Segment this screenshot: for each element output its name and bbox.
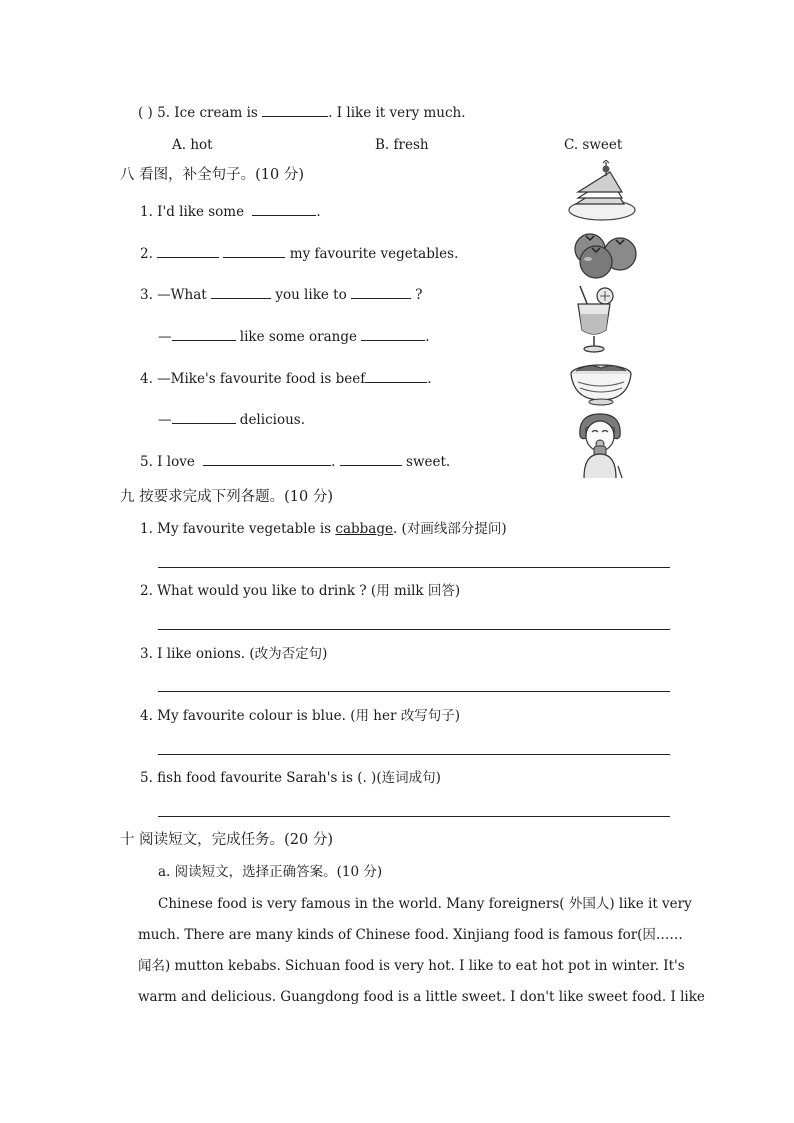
sec8-item-3-reply-blank-2[interactable] (361, 328, 425, 341)
sec8-item-3-text: 3. —What (140, 287, 207, 303)
sec8-item-2-blank-1[interactable] (157, 245, 219, 258)
tomatoes-image (570, 229, 640, 279)
sec9-item-1-instruction: . (对画线部分提问) (392, 521, 507, 537)
sec8-item-3-blank-2[interactable] (351, 286, 411, 299)
sec9-item-1 (140, 520, 507, 538)
underlined-word: cabbage (335, 521, 393, 537)
dash: — (158, 412, 172, 428)
answer-line-2[interactable] (158, 629, 670, 630)
sec8-item-4-reply (158, 411, 305, 429)
period: . (425, 329, 430, 345)
period: . (331, 454, 336, 470)
sec8-item-5 (140, 453, 450, 471)
q5-option-b[interactable]: B. fresh (375, 137, 429, 153)
section-10-title: 十 阅读短文，完成任务。(20 分) (120, 832, 333, 848)
sec8-item-3-reply (158, 328, 430, 346)
sec10-subtitle: a. 阅读短文，选择正确答案。(10 分) (158, 864, 383, 880)
sec9-item-1-text: 1. My favourite vegetable is (140, 521, 332, 537)
q5-blank[interactable] (262, 104, 328, 117)
sec8-item-2 (140, 245, 458, 263)
sec8-item-5-blank-2[interactable] (340, 453, 402, 466)
sandwich-image (566, 160, 638, 224)
sec8-item-5-blank-1[interactable] (203, 453, 331, 466)
passage-line-2: much. There are many kinds of Chinese food. Xinjiang food is famous for(因…… (138, 927, 683, 943)
sec9-item-3: 3. I like onions. (改为否定句) (140, 646, 328, 662)
period: . (427, 371, 432, 387)
passage-line-4: warm and delicious. Guangdong food is a little sweet. I don't like sweet food. I like (138, 989, 705, 1005)
q5-option-c[interactable]: C. sweet (564, 137, 623, 153)
sec8-item-1-post: . (316, 204, 321, 220)
dash: — (158, 329, 172, 345)
q5-text-pre: 5. Ice cream is (157, 105, 258, 121)
sec8-item-3-blank-1[interactable] (211, 286, 271, 299)
sec8-item-2-blank-2[interactable] (223, 245, 285, 258)
sec8-item-1 (140, 203, 321, 221)
sec8-item-4-reply-blank[interactable] (172, 411, 236, 424)
passage-line-3: 闻名) mutton kebabs. Sichuan food is very hot. I like to eat hot pot in winter. It's (138, 958, 685, 974)
sec8-item-3-reply-text: like some orange (239, 329, 357, 345)
sec8-item-3-reply-blank-1[interactable] (172, 328, 236, 341)
q5-text-post: . I like it very much. (328, 105, 466, 121)
sec8-item-5-text: 5. I love (140, 454, 195, 470)
section-8-title: 八 看图，补全句子。(10 分) (120, 167, 304, 183)
answer-line-5[interactable] (158, 816, 670, 817)
sec8-item-4-text: 4. —Mike's favourite food is beef (140, 371, 366, 387)
juice-glass-image (570, 284, 620, 354)
answer-line-4[interactable] (158, 754, 670, 755)
sec9-item-2: 2. What would you like to drink ? (用 milk 回答) (140, 583, 461, 599)
sec8-item-2-num: 2. (140, 246, 153, 262)
q5-option-a[interactable]: A. hot (172, 137, 213, 153)
answer-line-1[interactable] (158, 567, 670, 568)
sec8-item-4 (140, 370, 432, 388)
passage-line-1: Chinese food is very famous in the world. Many foreigners( 外国人) like it very (158, 896, 692, 912)
sec8-item-4-blank[interactable] (365, 370, 427, 383)
sec8-item-1-blank[interactable] (252, 203, 316, 216)
answer-paren[interactable]: ( ) (138, 105, 153, 121)
section-9-title: 九 按要求完成下列各题。(10 分) (120, 489, 333, 505)
sec8-item-4-reply-text: delicious. (239, 412, 305, 428)
sec8-item-3 (140, 286, 423, 304)
answer-line-3[interactable] (158, 691, 670, 692)
noodle-bowl-image (568, 360, 634, 406)
sec9-item-4: 4. My favourite colour is blue. (用 her 改写句子) (140, 708, 460, 724)
sec8-item-5-post: sweet. (406, 454, 451, 470)
sec8-item-3-qmark: ? (415, 287, 423, 303)
sec8-item-1-text: 1. I'd like some (140, 204, 245, 220)
girl-eating-image (574, 410, 626, 480)
sec8-item-3-mid: you like to (275, 287, 347, 303)
sec9-item-5: 5. fish food favourite Sarah's is (. )(连词成句) (140, 770, 441, 786)
q5-line (138, 104, 466, 122)
sec8-item-2-text: my favourite vegetables. (289, 246, 459, 262)
